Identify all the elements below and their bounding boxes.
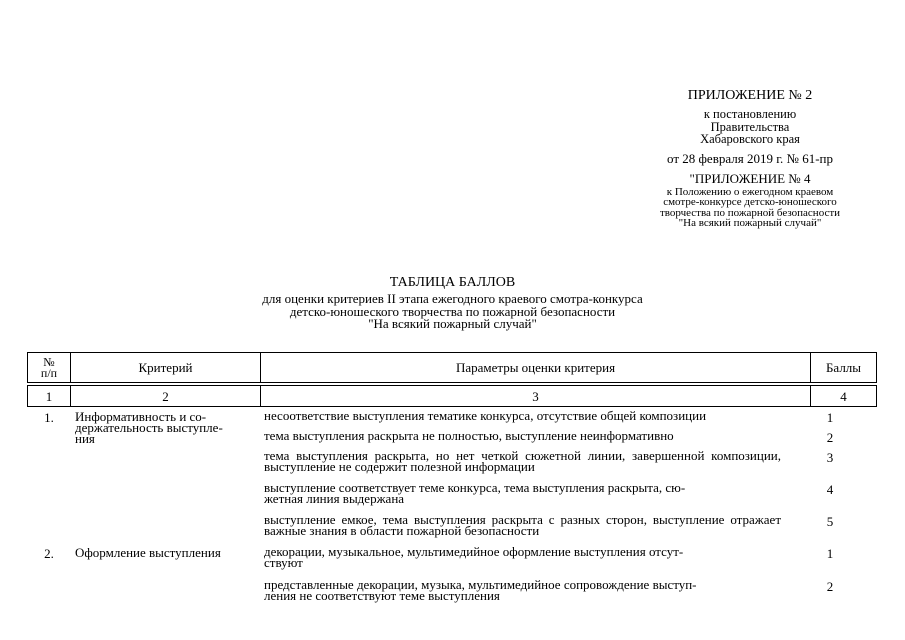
- col-number: 3: [532, 388, 539, 404]
- appendix-line: смотре-конкурсе детско-юношеского: [663, 196, 837, 208]
- param-score: 5: [826, 514, 834, 529]
- appendix-line: творчества по пожарной безопасности: [659, 206, 841, 219]
- header-criterion: Критерий: [138, 360, 193, 375]
- col-number: 2: [162, 388, 169, 404]
- param-text: декорации, музыкальное, мультимедийное оформление выступления отсут- ствуют: [264, 544, 684, 570]
- param-text: тема выступления раскрыта, но нет четкой сюжетной линии, завершенной композиции, выступление не содержит полезной информации: [264, 448, 781, 474]
- row-number: 2.: [44, 546, 54, 561]
- param-score: 2: [826, 579, 834, 594]
- appendix-line: Правительства: [710, 119, 790, 134]
- appendix-line: к постановлению: [703, 107, 797, 121]
- appendix-line: к Положению о ежегодном краевом: [666, 185, 834, 198]
- param-text: выступление емкое, тема выступления раскрыта с разных сторон, выступление отражает важные знания в области пожарной безопасности: [264, 512, 781, 538]
- param-text: несоответствие выступления тематике конкурса, отсутствие общей композиции: [264, 408, 707, 423]
- appendix-line: "На всякий пожарный случай": [678, 217, 822, 229]
- subtitle-line: "На всякий пожарный случай": [368, 316, 537, 331]
- table-title: ТАБЛИЦА БАЛЛОВ: [389, 275, 516, 290]
- param-score: 4: [826, 482, 834, 497]
- param-score: 2: [826, 430, 834, 445]
- param-score: 3: [826, 450, 834, 465]
- row-number: 1.: [44, 410, 54, 425]
- col-number: 1: [45, 388, 53, 404]
- appendix-title: ПРИЛОЖЕНИЕ № 2: [687, 88, 813, 103]
- appendix-title-2: "ПРИЛОЖЕНИЕ № 4: [689, 170, 811, 186]
- col-number: 4: [840, 388, 847, 404]
- subtitle-line: для оценки критериев II этапа ежегодного краевого смотра-конкурса: [262, 291, 643, 306]
- param-text: выступление соответствует теме конкурса, тема выступления раскрыта, сю- жетная линия выдержана: [264, 480, 686, 506]
- row-criterion: Информативность и со- держательность выступле- ния: [75, 409, 223, 446]
- header-score: Баллы: [825, 360, 862, 375]
- subtitle-line: детско-юношеского творчества по пожарной безопасности: [289, 303, 616, 319]
- header-params: Параметры оценки критерия: [455, 360, 616, 375]
- param-text: представленные декорации, музыка, мультимедийное сопровождение выступ- ления не соответствуют теме выступления: [264, 577, 697, 603]
- row-criterion: Оформление выступления: [75, 545, 221, 560]
- param-text: тема выступления раскрыта не полностью, выступление неинформативно: [264, 428, 674, 443]
- appendix-date: от 28 февраля 2019 г. № 61-пр: [667, 150, 833, 166]
- appendix-line: Хабаровского края: [700, 132, 800, 146]
- param-score: 1: [826, 546, 834, 561]
- header-num: № п/п: [40, 354, 58, 380]
- param-score: 1: [826, 410, 834, 425]
